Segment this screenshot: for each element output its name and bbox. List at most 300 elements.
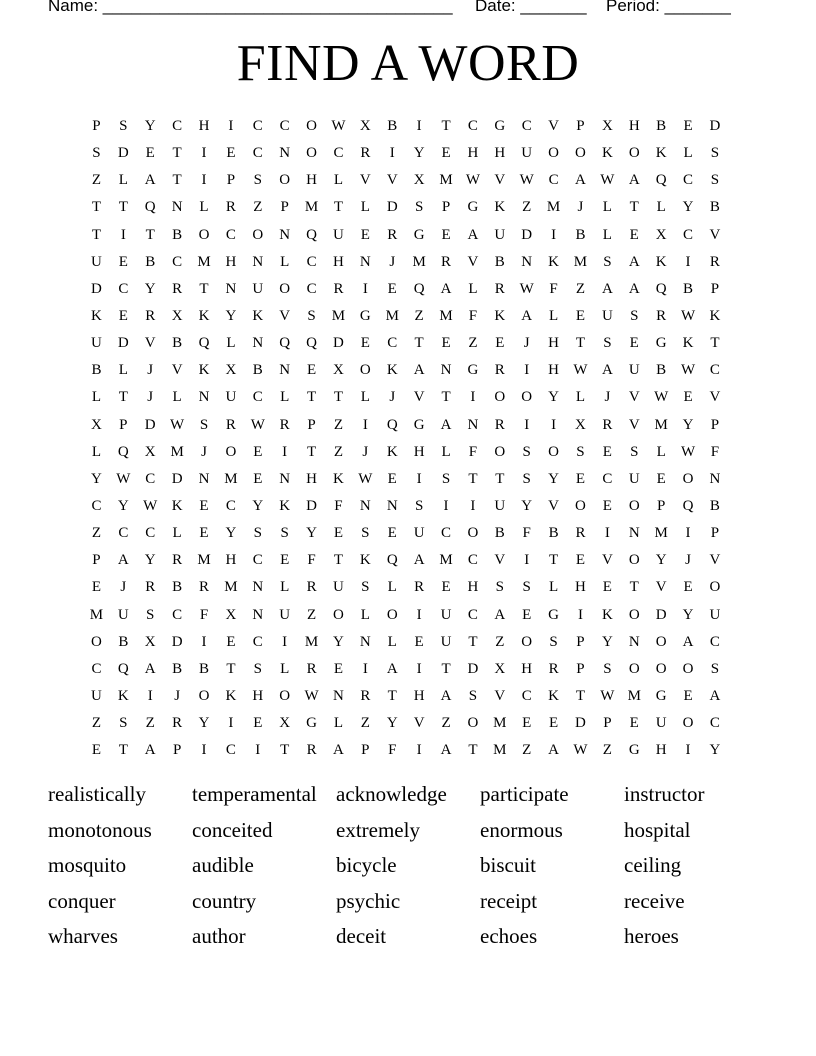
grid-letter[interactable]: N bbox=[252, 335, 264, 352]
grid-letter[interactable]: S bbox=[253, 660, 262, 677]
grid-letter[interactable]: A bbox=[601, 280, 613, 297]
grid-letter[interactable]: E bbox=[495, 335, 505, 352]
grid-letter[interactable]: G bbox=[413, 416, 425, 433]
grid-letter[interactable]: G bbox=[359, 307, 371, 324]
grid-letter[interactable]: Y bbox=[144, 552, 156, 569]
grid-letter[interactable]: X bbox=[359, 118, 371, 134]
grid-letter[interactable]: H bbox=[548, 335, 559, 352]
grid-letter[interactable]: T bbox=[575, 335, 586, 352]
grid-letter[interactable]: S bbox=[253, 525, 262, 542]
grid-letter[interactable]: D bbox=[171, 470, 183, 487]
grid-letter[interactable]: A bbox=[628, 253, 640, 270]
grid-letter[interactable]: E bbox=[360, 226, 370, 243]
grid-letter[interactable]: A bbox=[333, 742, 344, 759]
grid-letter[interactable]: O bbox=[494, 389, 506, 406]
grid-letter[interactable]: N bbox=[252, 606, 264, 623]
grid-letter[interactable]: G bbox=[467, 199, 479, 216]
grid-letter[interactable]: J bbox=[389, 253, 396, 270]
date-field[interactable]: Date: _______ bbox=[475, 0, 587, 15]
grid-letter[interactable]: X bbox=[91, 416, 102, 433]
grid-letter[interactable]: N bbox=[279, 145, 291, 162]
grid-letter[interactable]: U bbox=[628, 362, 640, 379]
grid-letter[interactable]: E bbox=[683, 579, 693, 596]
grid-letter[interactable]: E bbox=[387, 470, 397, 487]
grid-letter[interactable]: W bbox=[600, 687, 615, 704]
grid-letter[interactable]: P bbox=[361, 742, 370, 759]
grid-letter[interactable]: D bbox=[171, 633, 183, 650]
grid-letter[interactable]: U bbox=[655, 715, 667, 732]
grid-letter[interactable]: L bbox=[172, 525, 182, 542]
grid-letter[interactable]: I bbox=[201, 633, 207, 650]
grid-letter[interactable]: H bbox=[225, 253, 237, 270]
grid-letter[interactable]: C bbox=[91, 660, 102, 677]
grid-letter[interactable]: T bbox=[118, 389, 128, 406]
grid-letter[interactable]: V bbox=[359, 172, 371, 189]
grid-letter[interactable]: E bbox=[387, 525, 397, 542]
grid-letter[interactable]: L bbox=[118, 362, 128, 379]
grid-letter[interactable]: C bbox=[279, 118, 290, 134]
grid-letter[interactable]: D bbox=[117, 335, 129, 352]
grid-letter[interactable]: X bbox=[575, 416, 586, 433]
grid-letter[interactable]: G bbox=[628, 742, 640, 759]
grid-letter[interactable]: U bbox=[440, 633, 452, 650]
grid-letter[interactable]: B bbox=[575, 226, 586, 243]
grid-letter[interactable]: N bbox=[198, 470, 210, 487]
grid-letter[interactable]: S bbox=[522, 579, 531, 596]
grid-letter[interactable]: P bbox=[710, 280, 720, 297]
grid-letter[interactable]: I bbox=[228, 715, 234, 732]
grid-letter[interactable]: J bbox=[362, 443, 369, 460]
grid-letter[interactable]: M bbox=[331, 307, 346, 324]
grid-letter[interactable]: O bbox=[548, 145, 559, 162]
grid-letter[interactable]: J bbox=[201, 443, 207, 460]
grid-letter[interactable]: N bbox=[440, 362, 452, 379]
grid-letter[interactable]: B bbox=[709, 199, 720, 216]
grid-letter[interactable]: Q bbox=[144, 199, 156, 216]
grid-letter[interactable]: O bbox=[225, 443, 237, 460]
grid-letter[interactable]: N bbox=[386, 497, 398, 514]
grid-letter[interactable]: F bbox=[468, 443, 478, 460]
grid-letter[interactable]: U bbox=[252, 280, 264, 297]
grid-letter[interactable]: A bbox=[682, 633, 694, 650]
period-field[interactable]: Period: _______ bbox=[606, 0, 731, 15]
grid-letter[interactable]: E bbox=[118, 253, 128, 270]
grid-letter[interactable]: J bbox=[120, 579, 127, 596]
grid-letter[interactable]: W bbox=[143, 497, 158, 514]
grid-letter[interactable]: C bbox=[91, 497, 102, 514]
grid-letter[interactable]: K bbox=[279, 497, 291, 514]
grid-letter[interactable]: C bbox=[709, 715, 720, 732]
grid-letter[interactable]: H bbox=[333, 253, 344, 270]
grid-letter[interactable]: J bbox=[577, 199, 584, 216]
grid-letter[interactable]: U bbox=[494, 226, 506, 243]
grid-letter[interactable]: Y bbox=[117, 497, 129, 514]
grid-letter[interactable]: Y bbox=[655, 552, 667, 569]
grid-letter[interactable]: D bbox=[386, 199, 398, 216]
grid-letter[interactable]: Z bbox=[360, 715, 370, 732]
grid-letter[interactable]: O bbox=[682, 715, 694, 732]
grid-letter[interactable]: P bbox=[710, 525, 720, 542]
grid-letter[interactable]: W bbox=[358, 470, 373, 487]
grid-letter[interactable]: L bbox=[91, 443, 102, 460]
grid-letter[interactable]: L bbox=[91, 389, 102, 406]
grid-letter[interactable]: C bbox=[333, 145, 344, 162]
grid-letter[interactable]: Y bbox=[225, 525, 237, 542]
grid-letter[interactable]: C bbox=[252, 145, 263, 162]
grid-letter[interactable]: K bbox=[91, 307, 102, 324]
grid-letter[interactable]: S bbox=[414, 497, 424, 514]
grid-letter[interactable]: O bbox=[386, 606, 398, 623]
grid-letter[interactable]: U bbox=[333, 579, 344, 596]
grid-letter[interactable]: M bbox=[385, 307, 399, 324]
grid-letter[interactable]: I bbox=[362, 416, 368, 433]
grid-letter[interactable]: O bbox=[548, 443, 559, 460]
grid-letter[interactable]: Z bbox=[522, 742, 532, 759]
grid-letter[interactable]: E bbox=[226, 145, 236, 162]
grid-letter[interactable]: U bbox=[440, 606, 452, 623]
grid-letter[interactable]: V bbox=[601, 552, 613, 569]
grid-letter[interactable]: N bbox=[521, 253, 533, 270]
grid-letter[interactable]: R bbox=[225, 199, 236, 216]
grid-letter[interactable]: J bbox=[685, 552, 691, 569]
grid-letter[interactable]: U bbox=[413, 525, 425, 542]
grid-letter[interactable]: V bbox=[413, 715, 425, 732]
grid-letter[interactable]: C bbox=[118, 280, 129, 297]
grid-letter[interactable]: S bbox=[630, 307, 639, 324]
grid-letter[interactable]: E bbox=[253, 443, 263, 460]
grid-letter[interactable]: V bbox=[144, 335, 156, 352]
grid-letter[interactable]: L bbox=[333, 172, 344, 189]
grid-letter[interactable]: E bbox=[91, 579, 102, 596]
grid-letter[interactable]: E bbox=[629, 226, 639, 243]
grid-letter[interactable]: I bbox=[416, 118, 422, 134]
grid-letter[interactable]: T bbox=[468, 633, 478, 650]
grid-letter[interactable]: Q bbox=[655, 280, 667, 297]
grid-letter[interactable]: B bbox=[494, 253, 505, 270]
grid-letter[interactable]: R bbox=[306, 742, 317, 759]
grid-letter[interactable]: O bbox=[467, 525, 479, 542]
grid-letter[interactable]: I bbox=[416, 742, 422, 759]
grid-letter[interactable]: W bbox=[600, 172, 615, 189]
grid-letter[interactable]: V bbox=[386, 172, 398, 189]
grid-letter[interactable]: E bbox=[441, 226, 451, 243]
grid-letter[interactable]: C bbox=[252, 389, 263, 406]
grid-letter[interactable]: R bbox=[225, 416, 236, 433]
grid-letter[interactable]: S bbox=[630, 443, 639, 460]
grid-letter[interactable]: Q bbox=[682, 497, 694, 514]
grid-letter[interactable]: Q bbox=[198, 335, 210, 352]
grid-letter[interactable]: Z bbox=[253, 199, 263, 216]
grid-letter[interactable]: Q bbox=[386, 416, 398, 433]
grid-letter[interactable]: O bbox=[494, 443, 506, 460]
grid-letter[interactable]: Z bbox=[145, 715, 155, 732]
grid-letter[interactable]: V bbox=[467, 253, 479, 270]
grid-letter[interactable]: B bbox=[91, 362, 102, 379]
grid-letter[interactable]: R bbox=[333, 280, 344, 297]
grid-letter[interactable]: L bbox=[549, 579, 559, 596]
grid-letter[interactable]: D bbox=[709, 118, 721, 134]
grid-letter[interactable]: D bbox=[467, 660, 479, 677]
grid-letter[interactable]: B bbox=[172, 660, 183, 677]
grid-letter[interactable]: G bbox=[494, 118, 506, 134]
grid-letter[interactable]: Q bbox=[306, 335, 317, 352]
grid-letter[interactable]: Z bbox=[91, 525, 102, 542]
grid-letter[interactable]: P bbox=[307, 416, 316, 433]
grid-letter[interactable]: A bbox=[709, 687, 721, 704]
grid-letter[interactable]: Z bbox=[91, 715, 102, 732]
grid-letter[interactable]: C bbox=[387, 335, 398, 352]
grid-letter[interactable]: T bbox=[333, 389, 344, 406]
grid-letter[interactable]: B bbox=[145, 253, 156, 270]
grid-letter[interactable]: I bbox=[416, 470, 422, 487]
grid-letter[interactable]: N bbox=[628, 525, 640, 542]
grid-letter[interactable]: A bbox=[494, 606, 506, 623]
grid-letter[interactable]: Y bbox=[413, 145, 425, 162]
grid-letter[interactable]: O bbox=[628, 552, 640, 569]
grid-letter[interactable]: A bbox=[440, 742, 452, 759]
grid-letter[interactable]: P bbox=[441, 199, 451, 216]
grid-letter[interactable]: N bbox=[279, 226, 291, 243]
grid-letter[interactable]: S bbox=[710, 660, 720, 677]
grid-letter[interactable]: W bbox=[654, 389, 669, 406]
grid-letter[interactable]: V bbox=[494, 687, 506, 704]
grid-letter[interactable]: E bbox=[549, 715, 559, 732]
grid-letter[interactable]: U bbox=[494, 497, 506, 514]
grid-letter[interactable]: R bbox=[306, 579, 317, 596]
grid-letter[interactable]: Q bbox=[279, 335, 291, 352]
grid-letter[interactable]: O bbox=[575, 145, 586, 162]
grid-letter[interactable]: V bbox=[279, 307, 291, 324]
grid-letter[interactable]: K bbox=[359, 552, 371, 569]
grid-letter[interactable]: A bbox=[467, 226, 479, 243]
grid-letter[interactable]: D bbox=[144, 416, 156, 433]
grid-letter[interactable]: M bbox=[439, 172, 453, 189]
grid-letter[interactable]: K bbox=[601, 606, 613, 623]
grid-letter[interactable]: C bbox=[709, 633, 720, 650]
grid-letter[interactable]: N bbox=[171, 199, 183, 216]
grid-letter[interactable]: E bbox=[602, 443, 612, 460]
grid-letter[interactable]: T bbox=[172, 172, 182, 189]
grid-letter[interactable]: K bbox=[494, 199, 506, 216]
grid-letter[interactable]: B bbox=[683, 280, 694, 297]
grid-letter[interactable]: R bbox=[145, 579, 156, 596]
grid-letter[interactable]: N bbox=[467, 416, 479, 433]
grid-letter[interactable]: K bbox=[225, 687, 237, 704]
grid-letter[interactable]: E bbox=[441, 335, 451, 352]
grid-letter[interactable]: C bbox=[225, 742, 236, 759]
grid-letter[interactable]: K bbox=[548, 687, 559, 704]
grid-letter[interactable]: L bbox=[656, 199, 666, 216]
grid-letter[interactable]: R bbox=[387, 226, 398, 243]
grid-letter[interactable]: I bbox=[577, 606, 583, 623]
grid-letter[interactable]: C bbox=[521, 687, 532, 704]
grid-letter[interactable]: R bbox=[360, 145, 371, 162]
grid-letter[interactable]: L bbox=[602, 226, 612, 243]
grid-letter[interactable]: U bbox=[333, 226, 344, 243]
grid-letter[interactable]: S bbox=[603, 660, 612, 677]
grid-letter[interactable]: Y bbox=[386, 715, 398, 732]
grid-letter[interactable]: B bbox=[172, 335, 183, 352]
grid-letter[interactable]: M bbox=[197, 552, 211, 569]
grid-letter[interactable]: H bbox=[494, 145, 506, 162]
grid-letter[interactable]: V bbox=[709, 552, 721, 569]
grid-letter[interactable]: T bbox=[91, 226, 102, 243]
grid-letter[interactable]: S bbox=[710, 172, 720, 189]
grid-letter[interactable]: K bbox=[198, 307, 210, 324]
grid-letter[interactable]: R bbox=[414, 579, 425, 596]
grid-letter[interactable]: L bbox=[199, 199, 209, 216]
grid-letter[interactable]: O bbox=[279, 280, 291, 297]
grid-letter[interactable]: T bbox=[145, 226, 155, 243]
name-field[interactable]: Name: _____________________________________ bbox=[48, 0, 453, 15]
grid-letter[interactable]: K bbox=[198, 362, 210, 379]
grid-letter[interactable]: O bbox=[682, 470, 694, 487]
grid-letter[interactable]: Z bbox=[495, 633, 505, 650]
grid-letter[interactable]: B bbox=[199, 660, 210, 677]
grid-letter[interactable]: O bbox=[198, 226, 210, 243]
grid-letter[interactable]: E bbox=[629, 715, 639, 732]
grid-letter[interactable]: H bbox=[225, 552, 237, 569]
grid-letter[interactable]: F bbox=[334, 497, 343, 514]
grid-letter[interactable]: A bbox=[440, 416, 452, 433]
grid-letter[interactable]: M bbox=[493, 742, 507, 759]
grid-letter[interactable]: M bbox=[439, 307, 453, 324]
grid-letter[interactable]: D bbox=[521, 226, 533, 243]
grid-letter[interactable]: E bbox=[226, 633, 236, 650]
grid-letter[interactable]: G bbox=[548, 606, 559, 623]
grid-letter[interactable]: K bbox=[333, 470, 344, 487]
grid-letter[interactable]: T bbox=[226, 660, 236, 677]
grid-letter[interactable]: C bbox=[467, 606, 478, 623]
grid-letter[interactable]: L bbox=[280, 660, 290, 677]
grid-letter[interactable]: S bbox=[468, 687, 478, 704]
grid-letter[interactable]: J bbox=[147, 362, 154, 379]
grid-letter[interactable]: L bbox=[360, 199, 370, 216]
grid-letter[interactable]: L bbox=[468, 280, 478, 297]
grid-letter[interactable]: Y bbox=[682, 199, 694, 216]
grid-letter[interactable]: C bbox=[252, 118, 263, 134]
grid-letter[interactable]: C bbox=[225, 226, 236, 243]
grid-letter[interactable]: U bbox=[521, 145, 533, 162]
grid-letter[interactable]: R bbox=[145, 307, 156, 324]
grid-letter[interactable]: W bbox=[465, 172, 480, 189]
grid-letter[interactable]: R bbox=[709, 253, 720, 270]
grid-letter[interactable]: U bbox=[601, 307, 613, 324]
grid-letter[interactable]: E bbox=[253, 715, 263, 732]
grid-letter[interactable]: I bbox=[604, 525, 610, 542]
grid-letter[interactable]: D bbox=[91, 280, 102, 297]
grid-letter[interactable]: W bbox=[304, 687, 319, 704]
grid-letter[interactable]: T bbox=[199, 280, 209, 297]
grid-letter[interactable]: I bbox=[255, 742, 261, 759]
grid-letter[interactable]: V bbox=[709, 389, 721, 406]
grid-letter[interactable]: U bbox=[225, 389, 237, 406]
grid-letter[interactable]: O bbox=[306, 118, 317, 134]
grid-letter[interactable]: C bbox=[683, 172, 694, 189]
grid-letter[interactable]: S bbox=[119, 118, 128, 134]
grid-letter[interactable]: C bbox=[683, 226, 694, 243]
grid-letter[interactable]: I bbox=[201, 172, 207, 189]
grid-letter[interactable]: X bbox=[279, 715, 291, 732]
grid-letter[interactable]: L bbox=[387, 579, 397, 596]
grid-letter[interactable]: H bbox=[306, 470, 317, 487]
grid-letter[interactable]: J bbox=[147, 389, 154, 406]
grid-letter[interactable]: C bbox=[172, 606, 183, 623]
grid-letter[interactable]: O bbox=[279, 687, 291, 704]
grid-letter[interactable]: P bbox=[119, 416, 128, 433]
grid-letter[interactable]: V bbox=[548, 497, 559, 514]
grid-letter[interactable]: Y bbox=[198, 715, 210, 732]
grid-letter[interactable]: L bbox=[441, 443, 451, 460]
grid-letter[interactable]: R bbox=[548, 660, 559, 677]
grid-letter[interactable]: S bbox=[361, 525, 370, 542]
grid-letter[interactable]: P bbox=[226, 172, 236, 189]
grid-letter[interactable]: C bbox=[145, 470, 156, 487]
grid-letter[interactable]: H bbox=[575, 579, 586, 596]
grid-letter[interactable]: S bbox=[522, 443, 531, 460]
grid-letter[interactable]: A bbox=[386, 660, 398, 677]
grid-letter[interactable]: W bbox=[331, 118, 346, 134]
grid-letter[interactable]: C bbox=[306, 280, 317, 297]
grid-letter[interactable]: I bbox=[362, 280, 368, 297]
grid-letter[interactable]: O bbox=[333, 606, 344, 623]
grid-letter[interactable]: A bbox=[628, 280, 640, 297]
grid-letter[interactable]: J bbox=[174, 687, 181, 704]
grid-letter[interactable]: K bbox=[548, 253, 559, 270]
grid-letter[interactable]: E bbox=[602, 579, 612, 596]
grid-letter[interactable]: S bbox=[92, 145, 101, 162]
grid-letter[interactable]: L bbox=[118, 172, 128, 189]
grid-letter[interactable]: L bbox=[683, 145, 693, 162]
grid-letter[interactable]: A bbox=[440, 280, 452, 297]
grid-letter[interactable]: N bbox=[279, 470, 291, 487]
grid-letter[interactable]: C bbox=[709, 362, 720, 379]
grid-letter[interactable]: Y bbox=[144, 118, 156, 134]
grid-letter[interactable]: W bbox=[680, 307, 696, 324]
grid-letter[interactable]: Z bbox=[602, 742, 612, 759]
grid-letter[interactable]: C bbox=[252, 633, 263, 650]
grid-letter[interactable]: K bbox=[117, 687, 129, 704]
grid-letter[interactable]: H bbox=[628, 118, 640, 134]
grid-letter[interactable]: R bbox=[602, 416, 613, 433]
grid-letter[interactable]: O bbox=[279, 172, 291, 189]
grid-letter[interactable]: N bbox=[225, 280, 237, 297]
grid-letter[interactable]: E bbox=[145, 145, 155, 162]
grid-letter[interactable]: C bbox=[118, 525, 129, 542]
grid-letter[interactable]: C bbox=[467, 552, 478, 569]
grid-letter[interactable]: R bbox=[575, 525, 586, 542]
grid-letter[interactable]: S bbox=[361, 579, 370, 596]
grid-letter[interactable]: I bbox=[470, 497, 476, 514]
grid-letter[interactable]: D bbox=[117, 145, 129, 162]
grid-letter[interactable]: M bbox=[224, 470, 238, 487]
grid-letter[interactable]: A bbox=[628, 172, 640, 189]
grid-letter[interactable]: T bbox=[549, 552, 559, 569]
grid-letter[interactable]: C bbox=[521, 118, 532, 134]
grid-letter[interactable]: G bbox=[655, 335, 667, 352]
grid-letter[interactable]: Y bbox=[144, 280, 156, 297]
grid-letter[interactable]: V bbox=[655, 579, 667, 596]
grid-letter[interactable]: Z bbox=[91, 172, 102, 189]
grid-letter[interactable]: P bbox=[280, 199, 289, 216]
grid-letter[interactable]: B bbox=[252, 362, 263, 379]
grid-letter[interactable]: C bbox=[145, 525, 156, 542]
grid-letter[interactable]: I bbox=[524, 416, 530, 433]
grid-letter[interactable]: A bbox=[575, 172, 586, 189]
grid-letter[interactable]: C bbox=[548, 172, 559, 189]
grid-letter[interactable]: O bbox=[252, 226, 264, 243]
grid-letter[interactable]: E bbox=[683, 118, 693, 134]
